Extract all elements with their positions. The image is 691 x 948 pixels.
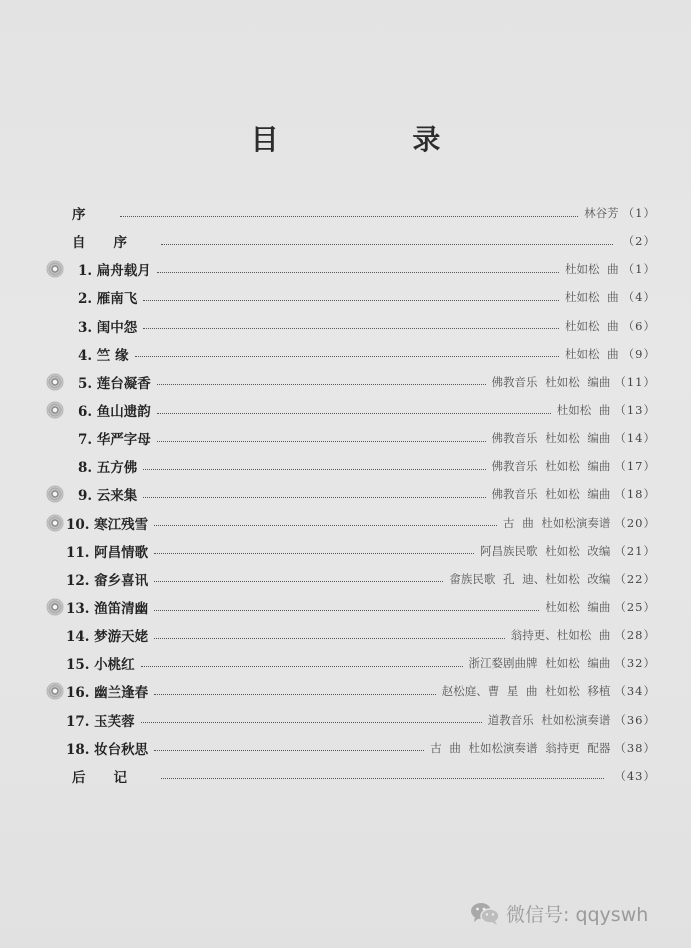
toc-entry-title: 7. 华严字母 — [78, 432, 151, 449]
toc-entry-credit: 杜如松 曲 — [565, 290, 619, 305]
toc-entry — [44, 621, 656, 649]
dot-leader — [154, 581, 443, 582]
watermark-text: 微信号: qqyswh — [506, 904, 649, 926]
toc-entry-title: 6. 鱼山遗韵 — [78, 404, 151, 421]
toc-entry-title: 14. 梦游天姥 — [66, 629, 149, 646]
dot-leader — [157, 441, 486, 442]
toc-entry-credit: 阿昌族民歌 杜如松 改编 — [480, 543, 611, 558]
toc-entry-title: 11. 阿昌情歌 — [66, 544, 149, 561]
toc-entry-title: 17. 玉芙蓉 — [66, 713, 135, 730]
dot-leader — [135, 356, 560, 357]
toc-entry-credit: 古 曲 杜如松演奏谱 — [503, 515, 611, 530]
toc-entry — [44, 199, 656, 227]
toc-entry — [44, 340, 656, 368]
dot-leader — [143, 469, 485, 470]
toc-entry-page: （38） — [614, 740, 656, 755]
cd-icon — [47, 599, 63, 615]
toc-entry-title: 16. 幽兰逢春 — [66, 685, 149, 702]
toc-entry-page: （1） — [622, 206, 656, 221]
toc-entry-title: 8. 五方佛 — [78, 460, 138, 477]
toc-entry-credit: 佛教音乐 杜如松 编曲 — [491, 487, 611, 502]
toc-entry — [44, 706, 656, 734]
toc-entry-credit: 杜如松 曲 — [565, 262, 619, 277]
toc-entry-credit: 浙江婺剧曲牌 杜如松 编曲 — [468, 656, 611, 671]
toc-entry — [44, 396, 656, 424]
toc-entry-page: （1） — [622, 262, 656, 277]
toc-entry-credit: 杜如松 曲 — [565, 346, 619, 361]
toc-entry-page: （6） — [622, 318, 656, 333]
toc-entry-title: 自序 — [72, 235, 155, 252]
toc-entry-credit: 古 曲 杜如松演奏谱 翁持更 配器 — [430, 740, 611, 755]
dot-leader — [161, 244, 613, 245]
dot-leader — [157, 272, 559, 273]
toc-entry-credit: 畲族民歌 孔 迪、杜如松 改编 — [449, 571, 611, 586]
dot-leader — [154, 694, 436, 695]
toc-entry-title: 2. 雁南飞 — [78, 291, 138, 308]
toc-entry-title: 10. 寒江残雪 — [66, 516, 149, 533]
toc-entry — [44, 283, 656, 311]
toc-entry — [44, 762, 656, 790]
toc-entry-page: （20） — [614, 515, 656, 530]
toc-entry-credit: 翁持更、杜如松 曲 — [510, 628, 611, 643]
toc-entry-credit: 杜如松 曲 — [556, 403, 611, 418]
toc-entry-credit: 赵松庭、曹 星 曲 杜如松 移植 — [441, 684, 611, 699]
toc-entry — [44, 424, 656, 452]
wechat-icon — [470, 901, 500, 927]
toc-entry — [44, 649, 656, 677]
toc-entry-page: （4） — [622, 290, 656, 305]
toc-entry-page: （43） — [614, 768, 656, 783]
toc-entry — [44, 734, 656, 762]
toc-entry-credit: 杜如松 曲 — [565, 318, 619, 333]
cd-icon — [47, 402, 63, 418]
toc-entry-page: （22） — [614, 571, 656, 586]
toc-entry-page: （18） — [614, 487, 656, 502]
toc-entry-title: 4. 竺 缘 — [78, 347, 129, 364]
cd-icon — [47, 374, 63, 390]
toc-entry-page: （34） — [614, 684, 656, 699]
toc-entry — [44, 255, 656, 283]
toc-entry-credit: 林谷芳 — [584, 206, 619, 221]
toc-entry-page: （28） — [614, 628, 656, 643]
dot-leader — [154, 553, 474, 554]
toc-entry-credit: 佛教音乐 杜如松 编曲 — [491, 431, 611, 446]
dot-leader — [143, 300, 559, 301]
dot-leader — [154, 525, 497, 526]
toc-entry-page: （13） — [614, 403, 656, 418]
toc-entry-credit: 道教音乐 杜如松演奏谱 — [487, 712, 611, 727]
dot-leader — [161, 778, 604, 779]
dot-leader — [154, 638, 505, 639]
toc-entry-title: 15. 小桃红 — [66, 657, 135, 674]
toc-entry-title: 5. 莲台凝香 — [78, 375, 151, 392]
toc-entry-title: 后记 — [72, 769, 155, 786]
toc-entry — [44, 509, 656, 537]
toc-entry-title: 9. 云来集 — [78, 488, 138, 505]
table-of-contents — [44, 199, 656, 790]
cd-icon — [47, 261, 63, 277]
toc-entry — [44, 565, 656, 593]
toc-entry-title: 18. 妆台秋思 — [66, 741, 149, 758]
toc-entry-page: （2） — [622, 234, 656, 249]
cd-icon — [47, 515, 63, 531]
toc-entry — [44, 227, 656, 255]
toc-entry-title: 1. 扁舟载月 — [78, 263, 151, 280]
toc-entry-page: （36） — [614, 712, 656, 727]
dot-leader — [154, 610, 539, 611]
toc-entry — [44, 537, 656, 565]
dot-leader — [141, 722, 482, 723]
toc-entry-page: （21） — [614, 543, 656, 558]
dot-leader — [157, 384, 486, 385]
toc-entry-page: （11） — [614, 374, 656, 389]
dot-leader — [157, 413, 551, 414]
toc-entry-credit: 杜如松 编曲 — [545, 600, 611, 615]
toc-entry-title: 13. 渔笛清幽 — [66, 601, 149, 618]
toc-entry-title: 12. 畲乡喜讯 — [66, 572, 149, 589]
toc-entry-credit: 佛教音乐 杜如松 编曲 — [491, 459, 611, 474]
watermark — [470, 900, 648, 927]
toc-entry — [44, 312, 656, 340]
toc-entry-title: 序 — [72, 207, 114, 224]
toc-entry — [44, 593, 656, 621]
toc-entry — [44, 368, 656, 396]
toc-entry — [44, 480, 656, 508]
dot-leader — [143, 497, 485, 498]
toc-entry-credit: 佛教音乐 杜如松 编曲 — [491, 374, 611, 389]
page-title: 目 录 — [250, 123, 503, 156]
toc-entry-page: （32） — [614, 656, 656, 671]
cd-icon — [47, 486, 63, 502]
cd-icon — [47, 683, 63, 699]
dot-leader — [141, 666, 463, 667]
dot-leader — [154, 750, 424, 751]
toc-entry-page: （14） — [614, 431, 656, 446]
toc-entry — [44, 452, 656, 480]
toc-entry-page: （25） — [614, 600, 656, 615]
toc-entry — [44, 677, 656, 705]
toc-entry-page: （17） — [614, 459, 656, 474]
dot-leader — [143, 328, 559, 329]
dot-leader — [120, 216, 579, 217]
toc-entry-title: 3. 闺中怨 — [78, 319, 138, 336]
toc-entry-page: （9） — [622, 346, 656, 361]
